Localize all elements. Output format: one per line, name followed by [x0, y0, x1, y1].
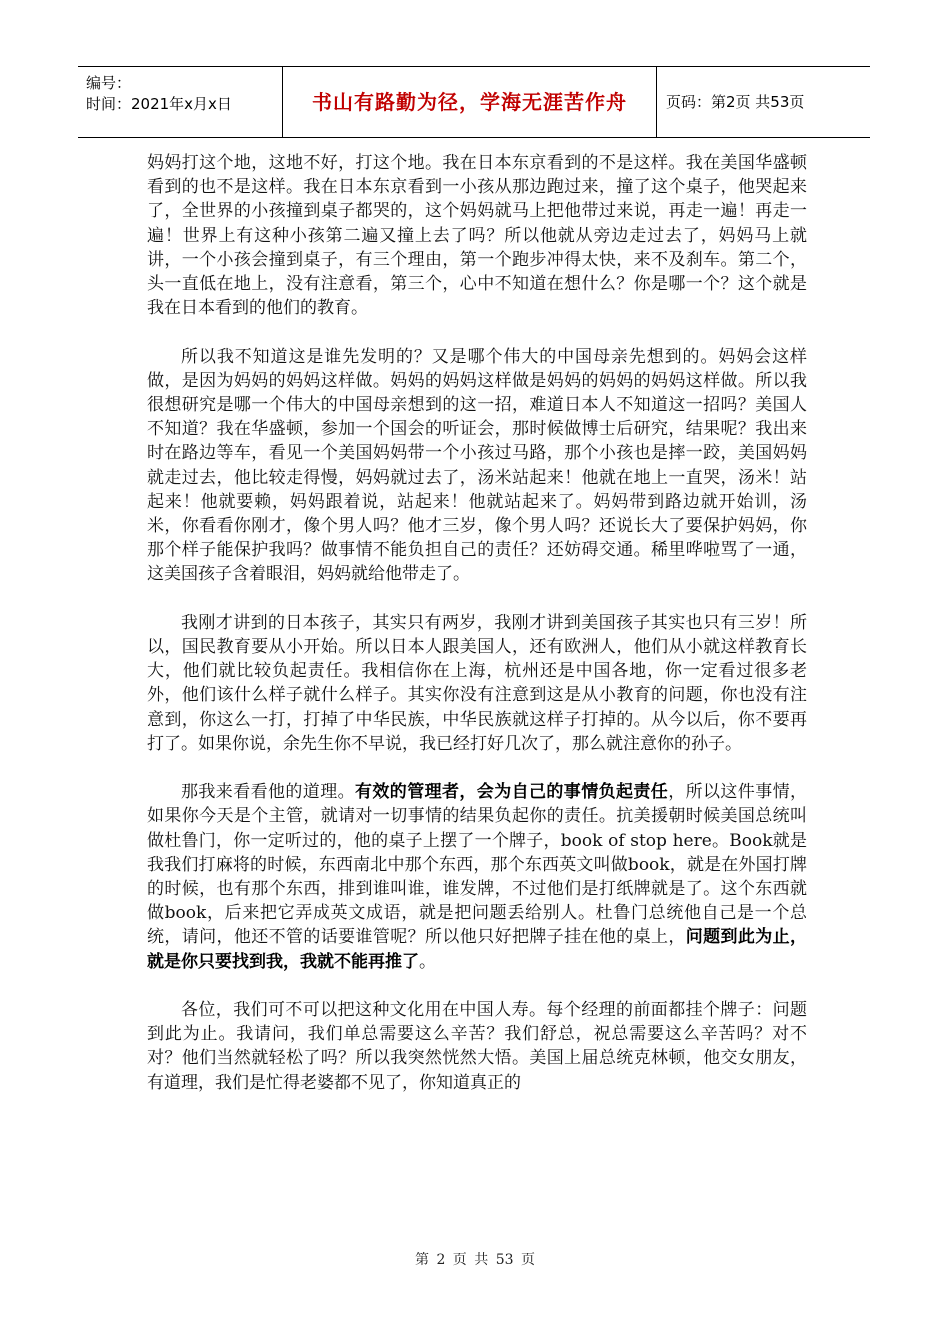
paragraph-2: 所以我不知道这是谁先发明的？又是哪个伟大的中国母亲先想到的。妈妈会这样做，是因为妈妈的妈妈这样做。妈妈的妈妈这样做是妈妈的妈妈的妈妈这样做。所以我很想研究是哪一个伟大的中国母亲想到的这一招，难道日本人不知道这一招吗？美国人不知道？我在华盛顿，参加一个国会的听证会，那时候做博士后研究，结果呢？我出来时在路边等车，看见一个美国妈妈带一个小孩过马路，那个小孩也是摔一跤，美国妈妈就走过去，他比较走得慢，妈妈就过去了，汤米站起来！他就在地上一直哭，汤米！站起来！他就要赖，妈妈跟着说，站起来！他就站起来了。妈妈带到路边就开始训，汤米，你看看你刚才，像个男人吗？他才三岁，像个男人吗？还说长大了要保护妈妈，你那个样子能保护我吗？做事情不能负担自己的责任？还妨碍交通。稀里哗啦骂了一通，这美国孩子含着眼泪，妈妈就给他带走了。	[147, 346, 807, 585]
paragraph-1: 妈妈打这个地，这地不好，打这个地。我在日本东京看到的不是这样。我在美国华盛顿看到的也不是这样。我在日本东京看到一小孩从那边跑过来，撞了这个桌子，他哭起来了，全世界的小孩撞到桌子都哭的，这个妈妈就马上把他带过来说，再走一遍！再走一遍！世界上有这种小孩第二遍又撞上去了吗？所以他就从旁边走过去了，妈妈马上就讲，一个小孩会撞到桌子，有三个理由，第一个跑步冲得太快，来不及刹车。第二个，头一直低在地上，没有注意看，第三个，心中不知道在想什么？你是哪一个？这个就是我在日本看到的他们的教育。	[147, 153, 807, 319]
paragraph-3: 我刚才讲到的日本孩子，其实只有两岁，我刚才讲到美国孩子其实也只有三岁！所以，国民教育要从小开始。所以日本人跟美国人，还有欧洲人，他们从小就这样教育长大，他们就比较负起责任。我相信你在上海，杭州还是中国各地，你一定看过很多老外，他们该什么样子就什么样子。其实你没有注意到这是从小教育的问题，你也没有注意到，你这么一打，打掉了中华民族，中华民族就这样子打掉的。从今以后，你不要再打了。如果你说，余先生你不早说，我已经打好几次了，那么就注意你的孙子。	[147, 612, 807, 754]
paragraph-4-text: 那我来看看他的道理。	[181, 782, 355, 803]
header-page-number: 页码：第2页 共53页	[666, 93, 805, 111]
header-divider-right	[656, 67, 657, 137]
document-time-label: 时间：2021年x月x日	[86, 95, 232, 113]
header-meta	[86, 73, 232, 115]
header-motto: 书山有路勤为径，学海无涯苦作舟	[312, 90, 627, 114]
paragraph-4-emphasis-1: 有效的管理者，会为自己的事情负起责任	[355, 782, 669, 803]
page-footer: 第 2 页 共 53 页	[415, 1252, 535, 1268]
paragraph-4-text: ，所以这件事情，如果你今天是个主管，就请对一切事情的结果负起你的责任。抗美援朝时候美国总统叫做杜鲁门，你一定听过的，他的桌子上摆了一个牌子，book of stop here。Book就是我我们打麻将的时候，东西南北中那个东西，那个东西英文叫做book，就是在外国打牌的时候，也有那个东西，排到谁叫谁，谁发牌，不过他们是打纸牌就是了。这个东西就做book，后来把它弄成英文成语，就是把问题丢给别人。杜鲁门总统他自己是一个总统，请问，他还不管的话要谁管呢？所以他只好把牌子挂在他的桌上，	[147, 782, 808, 948]
page-header	[78, 66, 870, 138]
paragraph-4-emphasis-2: 问题到此为止，就是你只要找到我，我就不能再推了	[147, 927, 808, 972]
document-body	[147, 151, 807, 1119]
paragraph-4-text: 。	[419, 951, 436, 972]
document-number-label: 编号：	[86, 74, 132, 92]
paragraph-4	[147, 780, 807, 974]
paragraph-5: 各位，我们可不可以把这种文化用在中国人寿。每个经理的前面都挂个牌子：问题到此为止。我请问，我们单总需要这么辛苦？我们舒总，祝总需要这么辛苦吗？对不对？他们当然就轻松了吗？所以我突然恍然大悟。美国上届总统克林顿，他交女朋友，有道理，我们是忙得老婆都不见了，你知道真正的	[147, 1000, 807, 1093]
